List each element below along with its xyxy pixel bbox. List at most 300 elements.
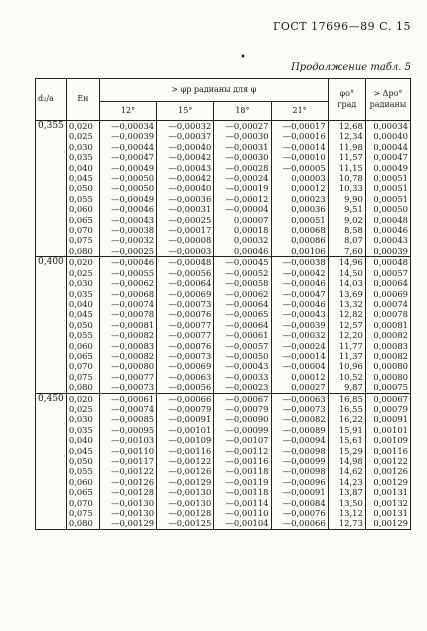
table-cell: 0,00129 [373,518,408,529]
table-cell: —0,00081 [111,319,155,330]
table-cell: —0,00048 [168,257,212,268]
table-cell: —0,00042 [282,267,326,278]
table-cell: 12,57 [338,319,363,330]
table-cell: —0,00038 [111,225,155,236]
table-cell: 9,87 [344,382,363,393]
block-v21-col [271,121,328,257]
table-cell: 12,68 [338,121,363,131]
table-cell: —0,00050 [111,183,155,194]
block-delta-col [365,393,410,529]
block-v15-col [157,393,214,529]
table-cell: —0,00076 [282,508,326,519]
table-cell: 0,020 [68,257,93,268]
table-cell: 15,91 [338,424,363,435]
table-cell: —0,00066 [168,393,212,404]
header-angle-15: 15° [157,102,214,121]
table-cell: 14,50 [338,267,363,278]
table-cell: —0,00130 [111,508,155,519]
table-cell: 9,51 [344,204,363,215]
table-cell: 0,00064 [373,278,408,289]
table-cell: —0,00073 [282,403,326,414]
table-cell: 15,61 [338,435,363,446]
table-cell: —0,00052 [225,267,269,278]
header-angle-21: 21° [271,102,328,121]
block-v12-col [99,393,156,529]
table-cell: —0,00056 [168,382,212,393]
table-cell: 0,00080 [373,361,408,372]
table-cell: —0,00130 [168,487,212,498]
table-cell: —0,00109 [168,435,212,446]
table-cell: —0,00019 [225,183,269,194]
page-header: ГОСТ 17696—89 С. 15 [273,20,411,33]
table-cell: —0,00064 [225,319,269,330]
table-cell: —0,00126 [111,476,155,487]
table-cell: —0,00004 [282,361,326,372]
table-cell: 0,075 [68,371,93,382]
table-cell: 0,020 [68,121,93,131]
table-cell: —0,00042 [168,173,212,184]
table-cell: —0,00095 [111,424,155,435]
table-cell: —0,00091 [282,487,326,498]
table-cell: —0,00128 [111,487,155,498]
table-cell: —0,00078 [111,309,155,320]
table-cell: 0,030 [68,141,93,152]
table-cell: 0,060 [68,476,93,487]
table-cell: 0,065 [68,350,93,361]
header-delta-unit: радианы [369,99,407,109]
table-cell: —0,00038 [282,257,326,268]
table-cell: —0,00082 [111,350,155,361]
table-cell: 10,52 [338,371,363,382]
table-cell: —0,00110 [225,508,269,519]
table-cell: —0,00130 [168,497,212,508]
table-cell: —0,00003 [168,245,212,256]
table-cell: —0,00083 [111,340,155,351]
table-cell: 0,00044 [373,141,408,152]
table-cell: —0,00073 [111,382,155,393]
block-e-col [66,257,99,393]
table-cell: —0,00040 [168,141,212,152]
table-cell: 0,00091 [373,414,408,425]
table-cell: 0,045 [68,309,93,320]
table-cell: 0,045 [68,173,93,184]
table-cell: —0,00099 [225,424,269,435]
table-cell: 13,50 [338,497,363,508]
table-cell: 0,00075 [373,382,408,393]
table-continuation-label: Продолжение табл. 5 [291,62,411,73]
table-cell: 14,03 [338,278,363,289]
table-cell: —0,00103 [111,435,155,446]
table-cell: —0,00117 [111,456,155,466]
table-cell: 0,065 [68,214,93,225]
table-cell: 0,00080 [373,371,408,382]
table-cell: —0,00043 [225,361,269,372]
table-cell: —0,00049 [111,193,155,204]
table-cell: 0,050 [68,319,93,330]
table-cell: —0,00032 [282,330,326,341]
table-cell: —0,00096 [282,476,326,487]
block-e-col [66,121,99,257]
table-cell: 0,080 [68,382,93,393]
table-cell: —0,00122 [168,456,212,466]
table-cell: —0,00130 [111,497,155,508]
table-cell: —0,00016 [282,131,326,142]
table-cell: 14,98 [338,456,363,466]
table-cell: 0,00057 [373,267,408,278]
table-cell: —0,00082 [111,330,155,341]
table-cell: —0,00066 [282,518,326,529]
table-block-row [36,121,411,257]
table-cell: 7,60 [344,245,363,256]
table-cell: 0,055 [68,193,93,204]
table-cell: —0,00084 [282,497,326,508]
table-cell: —0,00043 [282,309,326,320]
table-cell: —0,00099 [282,456,326,466]
table-cell: —0,00034 [111,121,155,131]
table-cell: —0,00033 [225,371,269,382]
table-cell: —0,00101 [168,424,212,435]
table-cell: 0,055 [68,466,93,477]
block-phi-col [328,257,365,393]
block-a-value: 0,450 [36,393,67,529]
table-cell: 0,060 [68,204,93,215]
table-cell: —0,00063 [282,393,326,404]
header-delta-label: > Δро° [373,89,403,99]
table-cell: —0,00118 [225,487,269,498]
table-cell: —0,00085 [111,414,155,425]
table-cell: 0,045 [68,445,93,456]
table-cell: —0,00045 [225,257,269,268]
table-cell: —0,00031 [225,141,269,152]
table-cell: 12,82 [338,309,363,320]
table-cell: 0,025 [68,267,93,278]
table-cell: 11,77 [338,340,363,351]
table-cell: 0,00116 [373,445,408,456]
table-cell: 10,33 [338,183,363,194]
table-cell: 0,00007 [233,214,269,225]
table-cell: —0,00104 [225,518,269,529]
block-v12-col [99,257,156,393]
table-cell: —0,00064 [168,278,212,289]
table-cell: —0,00012 [225,193,269,204]
table-cell: 12,20 [338,330,363,341]
table-cell: 0,00032 [233,235,269,246]
table-cell: —0,00043 [111,214,155,225]
table-cell: 0,00067 [373,393,408,404]
table-cell: 0,00132 [373,497,408,508]
table-cell: 0,00051 [373,173,408,184]
table-cell: 0,020 [68,393,93,404]
table-cell: —0,00079 [225,403,269,414]
table-cell: 0,00081 [373,319,408,330]
table-cell: 0,00051 [373,183,408,194]
table-cell: 0,00068 [291,225,326,236]
table-cell: —0,00058 [225,278,269,289]
table-cell: 0,060 [68,340,93,351]
table-cell: —0,00069 [168,361,212,372]
table-cell: —0,00014 [282,350,326,361]
table-cell: 16,85 [338,393,363,404]
table-cell: —0,00118 [225,466,269,477]
table-cell: —0,00064 [225,298,269,309]
table-cell: —0,00076 [168,340,212,351]
table-cell: 12,34 [338,131,363,142]
table-cell: 0,00106 [291,245,326,256]
table-cell: —0,00126 [168,466,212,477]
table-cell: 0,00036 [291,204,326,215]
table-cell: 0,00083 [373,340,408,351]
table-cell: —0,00073 [168,298,212,309]
table-cell: 0,00046 [373,225,408,236]
table-cell: 11,15 [338,162,363,173]
table-cell: —0,00063 [168,371,212,382]
table-cell: —0,00008 [168,235,212,246]
table-cell: —0,00010 [282,152,326,163]
table-cell: 0,00122 [373,456,408,466]
table-cell: —0,00049 [111,162,155,173]
table-cell: —0,00107 [225,435,269,446]
table-cell: —0,00091 [168,414,212,425]
page-dot: • [240,52,246,63]
table-block-row [36,257,411,393]
table-cell: 0,00003 [291,173,326,184]
table-cell: 0,00040 [373,131,408,142]
table-cell: —0,00067 [225,393,269,404]
table-cell: —0,00080 [111,361,155,372]
table-cell: —0,00098 [282,445,326,456]
table-cell: —0,00014 [282,141,326,152]
table-cell: 0,040 [68,298,93,309]
table-cell: —0,00055 [111,267,155,278]
table-cell: 11,98 [338,141,363,152]
table-cell: 0,065 [68,487,93,498]
table-cell: 0,00082 [373,350,408,361]
table-cell: 0,00018 [233,225,269,236]
header-phi-deg-label: φо° [339,89,354,99]
header-phi-deg-unit: град [337,99,357,109]
table-cell: 0,00082 [373,330,408,341]
block-v21-col [271,257,328,393]
table-cell: 0,070 [68,361,93,372]
table-cell: 0,00043 [373,235,408,246]
table-cell: —0,00061 [111,393,155,404]
table-cell: 0,025 [68,131,93,142]
table-cell: 0,030 [68,414,93,425]
table-cell: 16,22 [338,414,363,425]
table-cell: —0,00046 [282,298,326,309]
block-phi-col [328,121,365,257]
table-cell: 0,00027 [291,382,326,393]
table-cell: —0,00032 [168,121,212,131]
table-cell: —0,00046 [111,204,155,215]
table-cell: 0,00131 [373,508,408,519]
table-cell: 11,57 [338,152,363,163]
table-cell: 8,07 [344,235,363,246]
block-delta-col [365,121,410,257]
table-cell: —0,00032 [111,235,155,246]
block-delta-col [365,257,410,393]
block-v18-col [214,393,271,529]
table-block-row [36,393,411,529]
table-cell: —0,00040 [168,183,212,194]
table-cell: 0,040 [68,162,93,173]
table-cell: 0,00086 [291,235,326,246]
table-cell: 0,00051 [291,214,326,225]
table-cell: 0,00039 [373,245,408,256]
table-cell: —0,00082 [282,414,326,425]
table-cell: —0,00125 [168,518,212,529]
table-cell: 0,00049 [373,162,408,173]
table-cell: —0,00043 [168,162,212,173]
block-v21-col [271,393,328,529]
table-cell: 10,78 [338,173,363,184]
table-cell: —0,00039 [111,131,155,142]
table-cell: 0,050 [68,456,93,466]
header-e: Eн [66,79,99,121]
table-cell: 0,00012 [291,183,326,194]
table-cell: 0,00069 [373,288,408,299]
table-cell: —0,00122 [111,466,155,477]
table-cell: —0,00062 [225,288,269,299]
table-cell: —0,00077 [168,319,212,330]
table-cell: 0,00034 [373,121,408,131]
table-cell: 0,00046 [233,245,269,256]
table-cell: —0,00098 [282,466,326,477]
table-cell: 0,035 [68,288,93,299]
table-cell: 15,29 [338,445,363,456]
table-cell: 0,00079 [373,403,408,414]
table-cell: —0,00047 [282,288,326,299]
table-cell: —0,00030 [225,131,269,142]
block-a-value: 0,355 [36,121,67,257]
table-cell: 0,00047 [373,152,408,163]
block-a-value: 0,400 [36,257,67,393]
table-cell: —0,00090 [225,414,269,425]
table-cell: —0,00116 [225,456,269,466]
table-cell: 0,080 [68,245,93,256]
header-angle-18: 18° [214,102,271,121]
table-cell: 0,035 [68,152,93,163]
block-v15-col [157,257,214,393]
table-cell: 0,040 [68,435,93,446]
block-phi-col [328,393,365,529]
table-cell: —0,00068 [111,288,155,299]
table-cell: 0,070 [68,225,93,236]
table-cell: —0,00037 [168,131,212,142]
table-cell: 0,00109 [373,435,408,446]
table-cell: —0,00024 [282,340,326,351]
table-cell: —0,00017 [168,225,212,236]
table-cell: 0,025 [68,403,93,414]
table-cell: 13,69 [338,288,363,299]
table-cell: —0,00039 [282,319,326,330]
header-group-phi: > φр радианы для φ [99,79,328,102]
table-cell: —0,00056 [168,267,212,278]
table-cell: 0,00012 [291,371,326,382]
block-v15-col [157,121,214,257]
table-cell: —0,00030 [225,152,269,163]
table-cell: —0,00094 [282,435,326,446]
table-cell: 0,035 [68,424,93,435]
block-v18-col [214,257,271,393]
table-cell: —0,00025 [111,245,155,256]
table-cell: —0,00077 [111,371,155,382]
table-cell: —0,00044 [111,141,155,152]
table-cell: —0,00089 [282,424,326,435]
table-cell: 0,075 [68,235,93,246]
table-cell: —0,00005 [282,162,326,173]
table-cell: —0,00069 [168,288,212,299]
table-cell: 0,050 [68,183,93,194]
table-cell: —0,00077 [168,330,212,341]
table-body [36,121,411,530]
table-cell: —0,00129 [111,518,155,529]
table-cell: 0,00048 [373,257,408,268]
table-cell: 13,32 [338,298,363,309]
table-cell: 14,62 [338,466,363,477]
table-cell: —0,00114 [225,497,269,508]
table-cell: —0,00062 [111,278,155,289]
table-cell: —0,00017 [282,121,326,131]
header-phi-deg [328,79,365,121]
table-cell: 0,030 [68,278,93,289]
block-e-col [66,393,99,529]
table-cell: —0,00027 [225,121,269,131]
table-cell: 14,23 [338,476,363,487]
table-cell: —0,00004 [225,204,269,215]
table-cell: 10,96 [338,361,363,372]
table-cell: —0,00057 [225,340,269,351]
table-cell: 0,00023 [291,193,326,204]
table-cell: —0,00028 [225,162,269,173]
table-cell: —0,00046 [111,257,155,268]
table-cell: —0,00061 [225,330,269,341]
table-cell: 0,00129 [373,476,408,487]
block-v12-col [99,121,156,257]
table-cell: 0,080 [68,518,93,529]
table-cell: 0,00048 [373,214,408,225]
table-cell: —0,00074 [111,403,155,414]
table-cell: 13,12 [338,508,363,519]
table-cell: —0,00112 [225,445,269,456]
table-cell: 13,87 [338,487,363,498]
table-cell: 14,96 [338,257,363,268]
table-cell: —0,00079 [168,403,212,414]
table-cell: 0,070 [68,497,93,508]
table-cell: 12,73 [338,518,363,529]
table-cell: —0,00129 [168,476,212,487]
table-cell: 9,02 [344,214,363,225]
header-angle-12: 12° [99,102,156,121]
table-cell: 0,00078 [373,309,408,320]
table-cell: 0,00074 [373,298,408,309]
table-cell: 9,90 [344,193,363,204]
table-cell: 0,00051 [373,193,408,204]
header-delta [365,79,410,121]
table-cell: —0,00073 [168,350,212,361]
table-cell: —0,00110 [111,445,155,456]
block-v18-col [214,121,271,257]
table-cell: —0,00024 [225,173,269,184]
table-cell: —0,00025 [168,214,212,225]
table-cell: —0,00076 [168,309,212,320]
table-cell: —0,00036 [168,193,212,204]
data-table [35,78,411,530]
table-cell: 8,58 [344,225,363,236]
table-cell: —0,00074 [111,298,155,309]
table-cell: —0,00047 [111,152,155,163]
table-cell: 16,55 [338,403,363,414]
